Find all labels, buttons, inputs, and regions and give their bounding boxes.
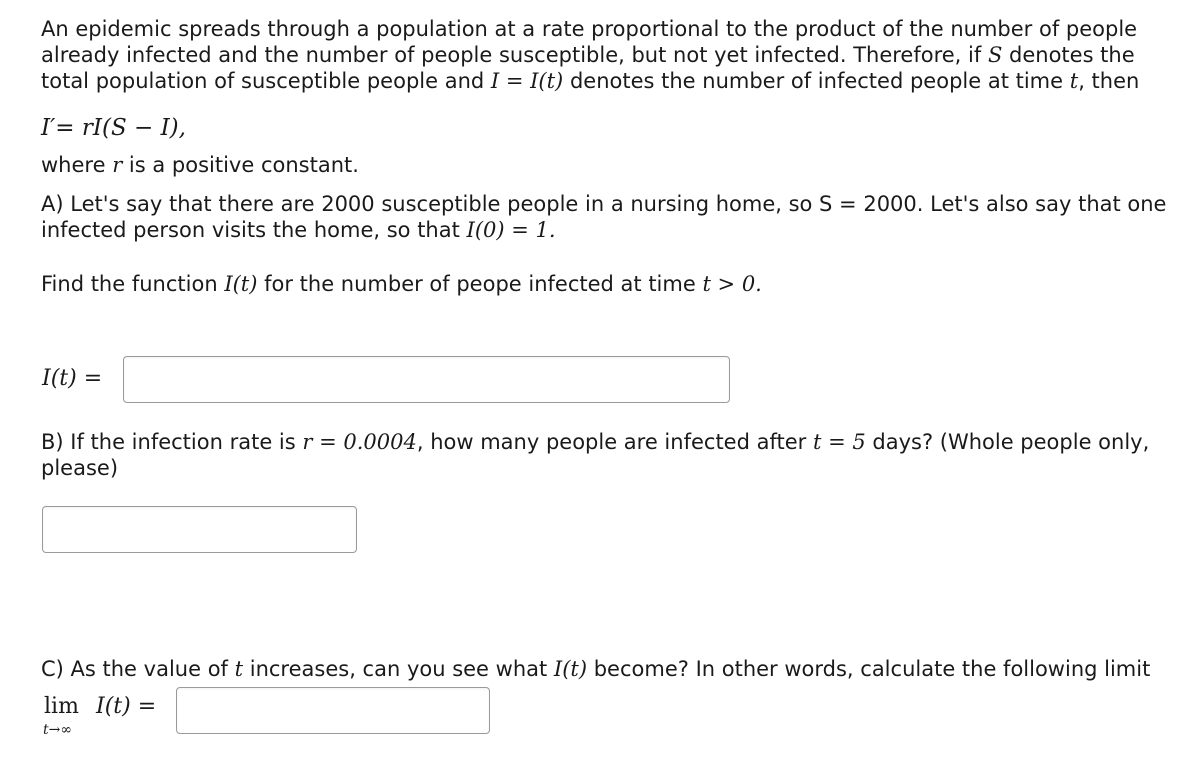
part-b-line-1: B) If the infection rate is r = 0.0004, how many people are infected after t = 5 days? (Whole people only, [41,430,1150,454]
differential-equation: I′= rI(S − I), [41,115,186,141]
part-a-line-1: A) Let's say that there are 2000 susceptible people in a nursing home, so S = 2000. Let's also say that one [41,192,1167,216]
limit-function-label: I(t) = [96,694,157,719]
intro-line-3: total population of susceptible people and I = I(t) denotes the number of infected people at time t, then [41,69,1140,93]
part-a-prompt [41,191,1171,243]
limit-subscript: t→∞ [43,722,73,738]
part-a-line-2: infected person visits the home, so that I(0) = 1. [41,218,556,242]
part-a-answer-input[interactable] [123,356,730,403]
part-c-prompt: C) As the value of t increases, can you see what I(t) become? In other words, calculate the following limit [41,657,1151,681]
part-b-line-2: please) [41,456,119,480]
intro-line-2: already infected and the number of people susceptible, but not yet infected. Therefore, if S denotes the [41,43,1135,67]
part-a-answer-label: I(t) = [42,366,103,391]
part-c-answer-input[interactable] [176,687,490,734]
part-b-answer-input[interactable] [42,506,357,553]
where-clause: where r is a positive constant. [41,153,359,177]
intro-paragraph [41,16,1171,94]
limit-operator: lim [44,694,79,719]
part-b-prompt [41,429,1171,481]
intro-line-1: An epidemic spreads through a population at a rate proportional to the product of the number of people [41,17,1138,41]
part-a-find: Find the function I(t) for the number of peope infected at time t > 0. [41,272,762,296]
